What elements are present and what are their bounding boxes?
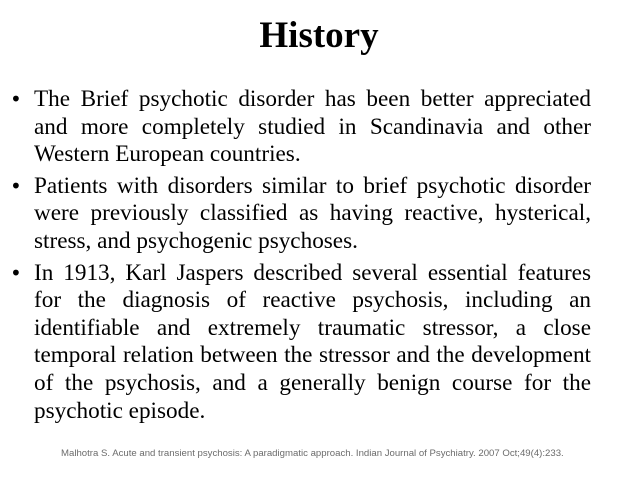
bullet-icon: •	[10, 260, 22, 285]
bullet-item	[8, 173, 591, 256]
bullet-list	[8, 86, 591, 429]
bullet-icon: •	[10, 87, 22, 111]
bullet-item	[8, 86, 591, 169]
slide-title: History	[259, 15, 379, 56]
bullet-text: Patients with disorders similar to brief psychotic disorder were previously classified as having reactive, hysterical, stress, and psychogenic psychoses.	[34, 172, 591, 254]
bullet-text: The Brief psychotic disorder has been better appreciated and more completely studied in Scandinavia and other Western European countries.	[34, 86, 591, 168]
bullet-icon: •	[10, 173, 22, 198]
bullet-item	[8, 260, 591, 426]
citation: Malhotra S. Acute and transient psychosis: A paradigmatic approach. Indian Journal of Psychiatry. 2007 Oct;49(4):233.	[61, 448, 564, 459]
bullet-text: In 1913, Karl Jaspers described several essential features for the diagnosis of reactive psychosis, including an identifiable and extremely traumatic stressor, a close temporal relation between the stressor and the development of the psychosis, and a generally benign course for the psychotic episode.	[34, 259, 591, 424]
